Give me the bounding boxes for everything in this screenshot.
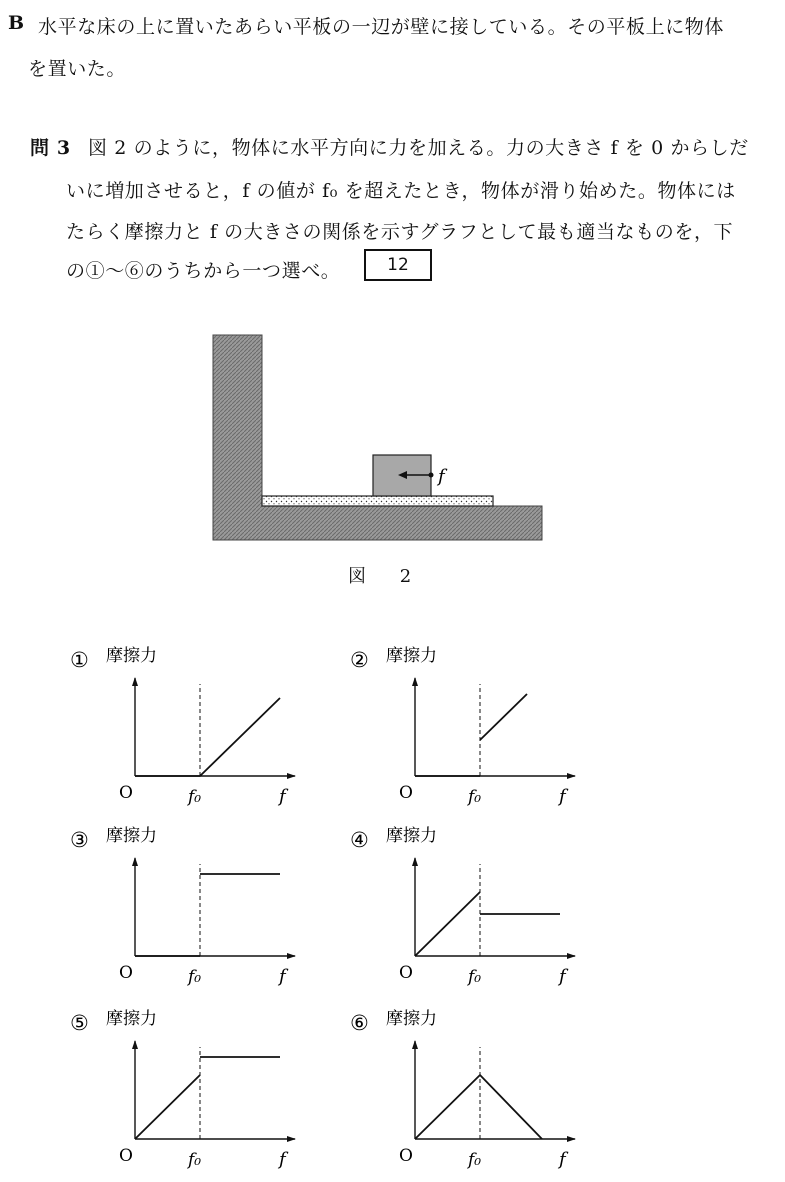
question-label: 問 3	[30, 137, 71, 159]
graph-friction-curve	[415, 892, 480, 956]
answer-box: 12	[364, 249, 432, 281]
force-label: f	[438, 466, 445, 487]
graph-panel-number: ⑥	[350, 1011, 369, 1035]
graph-y-label: 摩擦力	[106, 646, 157, 666]
graph-threshold-label: f₀	[468, 1150, 482, 1170]
figure-caption: 図 2	[348, 566, 426, 587]
graph-threshold-label: f₀	[468, 967, 482, 987]
graph-panel-number: ⑤	[70, 1011, 89, 1035]
graph-panel-number: ②	[350, 648, 369, 672]
graph-origin-label: O	[119, 1146, 133, 1166]
question-text-line1: 図 2 のように，物体に水平方向に力を加える。力の大きさ f を 0 からしだ	[88, 137, 749, 159]
graph-origin-label: O	[399, 1146, 413, 1166]
graph-panel-number: ①	[70, 648, 89, 672]
graph-y-label: 摩擦力	[106, 826, 157, 846]
graph-origin-label: O	[119, 963, 133, 983]
graph-threshold-label: f₀	[188, 967, 202, 987]
graph-y-label: 摩擦力	[106, 1009, 157, 1029]
graph-y-label: 摩擦力	[386, 826, 437, 846]
graph-threshold-label: f₀	[188, 787, 202, 807]
graph-x-label: f	[279, 786, 286, 807]
graph-x-label: f	[559, 786, 566, 807]
graph-x-label: f	[559, 966, 566, 987]
question-text-line3: たらく摩擦力と f の大きさの関係を示すグラフとして最も適当なものを，下	[66, 221, 734, 243]
graph-x-label: f	[279, 1149, 286, 1170]
graph-threshold-label: f₀	[468, 787, 482, 807]
section-label: B	[8, 12, 25, 34]
graph-friction-curve	[480, 694, 527, 740]
graph-panel-number: ④	[350, 828, 369, 852]
graph-x-label: f	[559, 1149, 566, 1170]
graph-friction-curve	[415, 1075, 542, 1139]
graph-friction-curve	[135, 1075, 200, 1139]
graph-x-label: f	[279, 966, 286, 987]
graph-y-label: 摩擦力	[386, 646, 437, 666]
question-text-line4: の①～⑥のうちから一つ選べ。	[66, 260, 341, 282]
graph-y-label: 摩擦力	[386, 1009, 437, 1029]
graph-origin-label: O	[119, 783, 133, 803]
graph-origin-label: O	[399, 783, 413, 803]
question-text-line2: いに増加させると，f の値が f₀ を超えたとき，物体が滑り始めた。物体には	[66, 180, 736, 202]
graph-friction-curve	[135, 698, 280, 776]
graph-origin-label: O	[399, 963, 413, 983]
graph-threshold-label: f₀	[188, 1150, 202, 1170]
section-text-line2: を置いた。	[28, 58, 127, 80]
graph-panel-number: ③	[70, 828, 89, 852]
section-text-line1: 水平な床の上に置いたあらい平板の一辺が壁に接している。その平板上に物体	[38, 16, 725, 38]
